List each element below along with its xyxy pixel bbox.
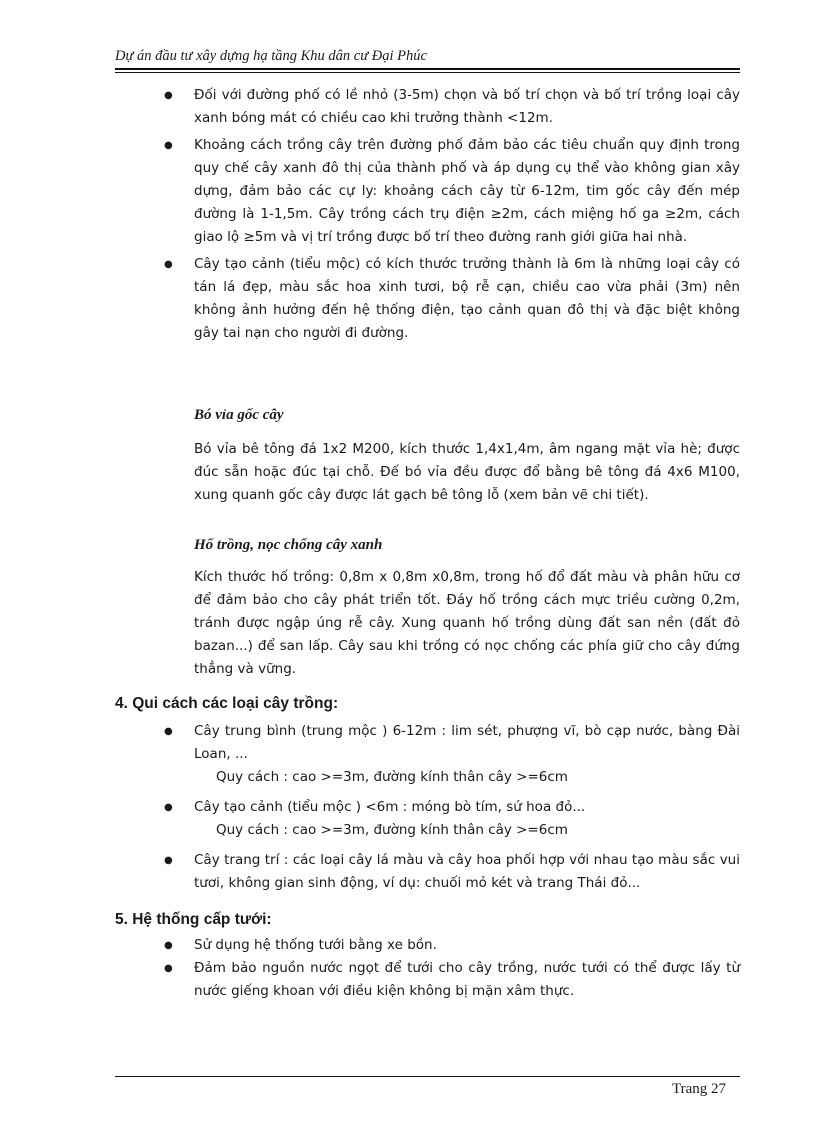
bullet-icon: ●	[164, 90, 173, 101]
list-item: ● Cây tạo cảnh (tiểu mộc ) <6m : móng bò tím, sứ hoa đỏ...	[160, 796, 740, 819]
section-4-title: 4. Qui cách các loại cây trồng:	[115, 695, 339, 712]
bullet-icon: ●	[164, 259, 173, 270]
section-4-list	[160, 849, 740, 895]
list-item: ● Cây trung bình (trung mộc ) 6-12m : lim sét, phượng vĩ, bò cạp nước, bàng Đài Loan, ...	[160, 720, 740, 766]
list-item: ● Cây trang trí : các loại cây lá màu và cây hoa phối hợp với nhau tạo màu sắc vui tươi, không gian sinh động, ví dụ: chuối mỏ két và trang Thái đỏ...	[160, 849, 740, 895]
subheading-bo-via: Bó vỉa gốc cây	[194, 407, 284, 423]
list-item: ● Cây tạo cảnh (tiểu mộc) có kích thước trưởng thành là 6m là những loại cây có tán lá đẹp, màu sắc hoa xinh tươi, bộ rễ cạn, chiều cao vừa phải (3m) nên không ảnh hưởng đến hệ thống điện, tạo cảnh quan đô thị và đặc biệt không gây tai nạn cho người đi đường.	[160, 253, 740, 345]
header-rule-thin	[115, 72, 740, 73]
bullet-icon: ●	[164, 802, 173, 813]
bullet-icon: ●	[164, 940, 173, 951]
list-item: ● Khoảng cách trồng cây trên đường phố đảm bảo các tiêu chuẩn quy định trong quy chế cây xanh đô thị của thành phố và áp dụng cụ thể vào không gian xây dựng, đảm bảo các cự ly: khoảng cách cây từ 6-12m, tim gốc cây đến mép đường là 1-1,5m. Cây trồng cách trụ điện ≥2m, cách miệng hố ga ≥2m, cách giao lộ ≥5m và vị trí trồng được bố trí theo đường ranh giới giữa hai nhà.	[160, 134, 740, 249]
bullet-icon: ●	[164, 963, 173, 974]
document-header: Dự án đầu tư xây dựng hạ tầng Khu dân cư Đại Phúc	[115, 48, 427, 64]
footer-rule	[115, 1076, 740, 1077]
spec-line: Quy cách : cao >=3m, đường kính thân cây >=6cm	[216, 822, 568, 838]
header-rule	[115, 68, 740, 70]
list-item: ● Sử dụng hệ thống tưới bằng xe bồn.	[160, 934, 740, 957]
section-5-title: 5. Hệ thống cấp tưới:	[115, 911, 272, 928]
list-item: ● Đối với đường phố có lề nhỏ (3-5m) chọn và bố trí chọn và bố trí trồng loại cây xanh bóng mát có chiều cao khi trưởng thành <12m.	[160, 84, 740, 130]
section-4-list	[160, 720, 740, 766]
bullet-icon: ●	[164, 726, 173, 737]
top-bullet-list	[160, 84, 740, 345]
page-number: Trang 27	[672, 1081, 727, 1097]
section-5-list	[160, 934, 740, 1003]
section-4-list	[160, 796, 740, 819]
bullet-icon: ●	[164, 855, 173, 866]
spec-line: Quy cách : cao >=3m, đường kính thân cây >=6cm	[216, 769, 568, 785]
paragraph-ho-trong: Kích thước hố trồng: 0,8m x 0,8m x0,8m, trong hố đổ đất màu và phân hữu cơ để đảm bảo cho cây phát triển tốt. Đáy hố trồng cách mực triều cường 0,2m, tránh được ngập úng rễ cây. Xung quanh hố trồng dùng đất san nền (đất đỏ bazan...) để san lấp. Cây sau khi trồng có nọc chống các phía giữ cho cây đứng thẳng và vững.	[194, 569, 740, 677]
paragraph-bo-via: Bó vỉa bê tông đá 1x2 M200, kích thước 1,4x1,4m, âm ngang mặt vỉa hè; được đúc sẵn hoặc đúc tại chỗ. Đế bó vỉa đều được đổ bằng bê tông đá 4x6 M100, xung quanh gốc cây được lát gạch bê tông lỗ (xem bản vẽ chi tiết).	[194, 441, 740, 503]
subheading-ho-trong: Hố trồng, nọc chống cây xanh	[194, 537, 383, 553]
list-item: ● Đảm bảo nguồn nước ngọt để tưới cho cây trồng, nước tưới có thể được lấy từ nước giếng khoan với điều kiện không bị mặn xâm thực.	[160, 957, 740, 1003]
bullet-icon: ●	[164, 140, 173, 151]
